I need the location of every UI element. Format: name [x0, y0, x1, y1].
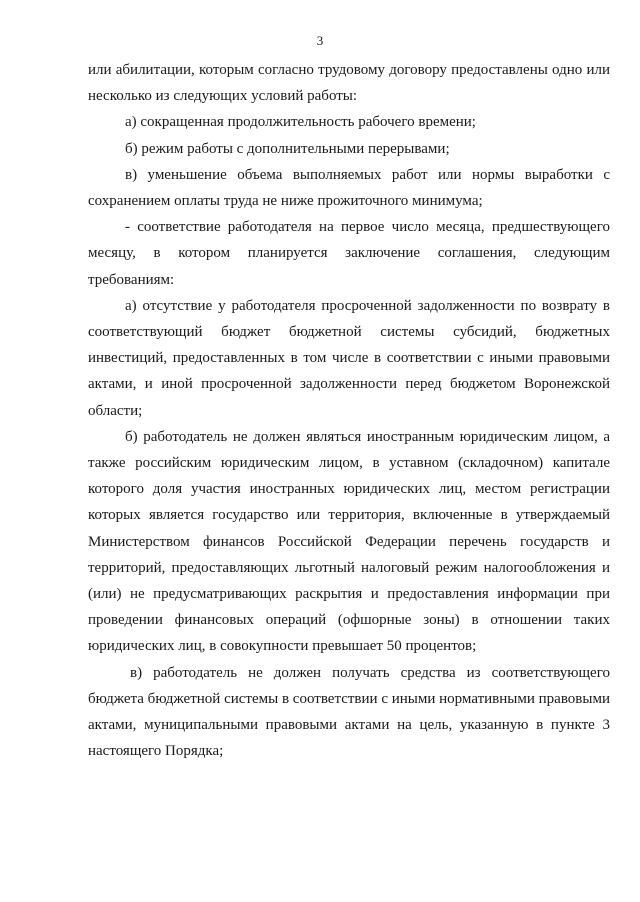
list-item-b-breaks: б) режим работы с дополнительными перерывами; — [125, 140, 450, 157]
page-number: 3 — [316, 33, 324, 48]
document-body — [88, 57, 610, 764]
list-item-a-reduced-hours: а) сокращенная продолжительность рабочего времени; — [125, 114, 476, 131]
requirement-c-no-other-funds: в) работодатель не должен получать средства из соответствующего бюджета бюджетной системы в соответствии с иными нормативными правовыми актами, муниципальными правовыми актами на цель, указанную в пункте 3 настоящего Порядка; — [88, 664, 610, 760]
requirement-b-not-foreign: б) работодатель не должен являться иностранным юридическим лицом, а также российским юридическим лицом, в уставном (складочном) капитале которого доля участия иностранных юридических лиц, местом регистрации которых является государство или территория, включенные в утверждаемый Министерством финансов Российской Федерации перечень государств и территорий, предоставляющих льготный налоговый режим налогообложения и (или) не предусматривающих раскрытия и предоставления информации при проведении финансовых операций (офшорные зоны) в отношении таких юридических лиц, в совокупности превышает 50 процентов; — [88, 428, 610, 655]
employer-requirements-intro: - соответствие работодателя на первое число месяца, предшествующего месяцу, в котором планируется заключение соглашения, следующим требованиям: — [88, 219, 610, 288]
list-item-c-reduced-workload: в) уменьшение объема выполняемых работ или нормы выработки с сохранением оплаты труда не ниже прожиточного минимума; — [88, 166, 610, 210]
requirement-a-no-debt: а) отсутствие у работодателя просроченной задолженности по возврату в соответствующий бюджет бюджетной системы субсидий, бюджетных инвестиций, предоставленных в том числе в соответствии с иными правовыми актами, и иной просроченной задолженности перед бюджетом Воронежской области; — [88, 297, 610, 419]
paragraph-continuation: или абилитации, которым согласно трудовому договору предоставлены одно или несколько из следующих условий работы: — [88, 62, 610, 105]
